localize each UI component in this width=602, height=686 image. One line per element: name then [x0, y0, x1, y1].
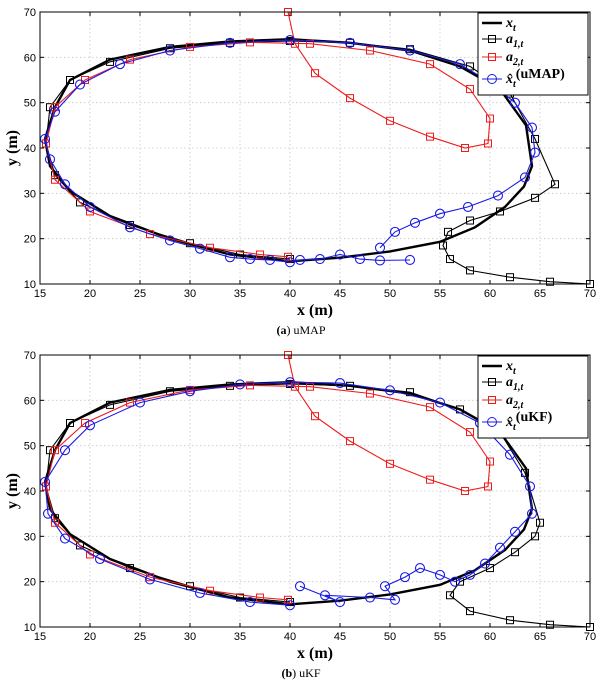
x-tick-label: 25	[133, 288, 147, 300]
y-tick-label: 40	[23, 486, 36, 498]
x-tick-label: 45	[333, 631, 347, 643]
y-tick-label: 10	[23, 279, 36, 291]
y-tick-label: 40	[23, 143, 36, 155]
x-tick-label: 70	[583, 631, 597, 643]
x-tick-label: 35	[233, 288, 247, 300]
x-tick-label: 65	[533, 288, 547, 300]
x-tick-label: 55	[433, 631, 447, 643]
legend-label-est: $x̂_t(uMAP)$	[506, 67, 565, 90]
x-tick-label: 55	[433, 288, 447, 300]
x-tick-label: 45	[333, 288, 347, 300]
x-tick-label: 20	[83, 631, 97, 643]
legend-label-truth: $x_t$	[506, 359, 516, 377]
legend-label-a1: $a_{1,t}$	[506, 375, 524, 393]
legend	[478, 13, 588, 95]
x-tick-label: 60	[483, 631, 497, 643]
x-tick-label: 40	[283, 288, 297, 300]
legend	[478, 356, 588, 438]
y-tick-label: 30	[23, 531, 36, 544]
x-tick-label: 20	[83, 288, 97, 300]
x-tick-label: 40	[283, 631, 297, 643]
x-axis-label: x (m)	[297, 645, 333, 662]
x-tick-label: 25	[133, 631, 147, 643]
legend-label-a1: $a_{1,t}$	[506, 32, 524, 50]
y-axis-label: y (m)	[4, 473, 21, 509]
x-tick-label: 50	[383, 631, 397, 643]
x-tick-label: 15	[33, 288, 47, 300]
figure-caption: (b) uKF	[281, 666, 321, 680]
legend-label-truth: $x_t$	[506, 16, 516, 34]
y-tick-label: 10	[23, 622, 36, 634]
legend-label-a2: $a_{2,t}$	[506, 50, 524, 68]
x-tick-label: 15	[33, 631, 47, 643]
y-tick-label: 20	[23, 233, 36, 246]
y-tick-label: 50	[23, 97, 36, 110]
figure-caption: (a) uMAP	[276, 323, 326, 337]
y-tick-label: 70	[23, 7, 36, 19]
x-tick-label: 70	[583, 288, 597, 300]
y-tick-label: 30	[23, 188, 36, 201]
y-axis-label: y (m)	[4, 130, 21, 166]
x-tick-label: 50	[383, 288, 397, 300]
y-tick-label: 60	[23, 395, 36, 408]
y-tick-label: 50	[23, 440, 36, 453]
x-tick-label: 65	[533, 631, 547, 643]
legend-label-est: $x̂_t(uKF)$	[506, 410, 553, 433]
x-tick-label: 30	[183, 631, 197, 643]
x-tick-label: 35	[233, 631, 247, 643]
legend-label-a2: $a_{2,t}$	[506, 393, 524, 411]
x-tick-label: 30	[183, 288, 197, 300]
x-tick-label: 60	[483, 288, 497, 300]
y-tick-label: 20	[23, 576, 36, 589]
y-tick-label: 60	[23, 52, 36, 65]
x-axis-label: x (m)	[297, 302, 333, 319]
chart-ukf	[0, 343, 602, 686]
y-tick-label: 70	[23, 350, 36, 362]
